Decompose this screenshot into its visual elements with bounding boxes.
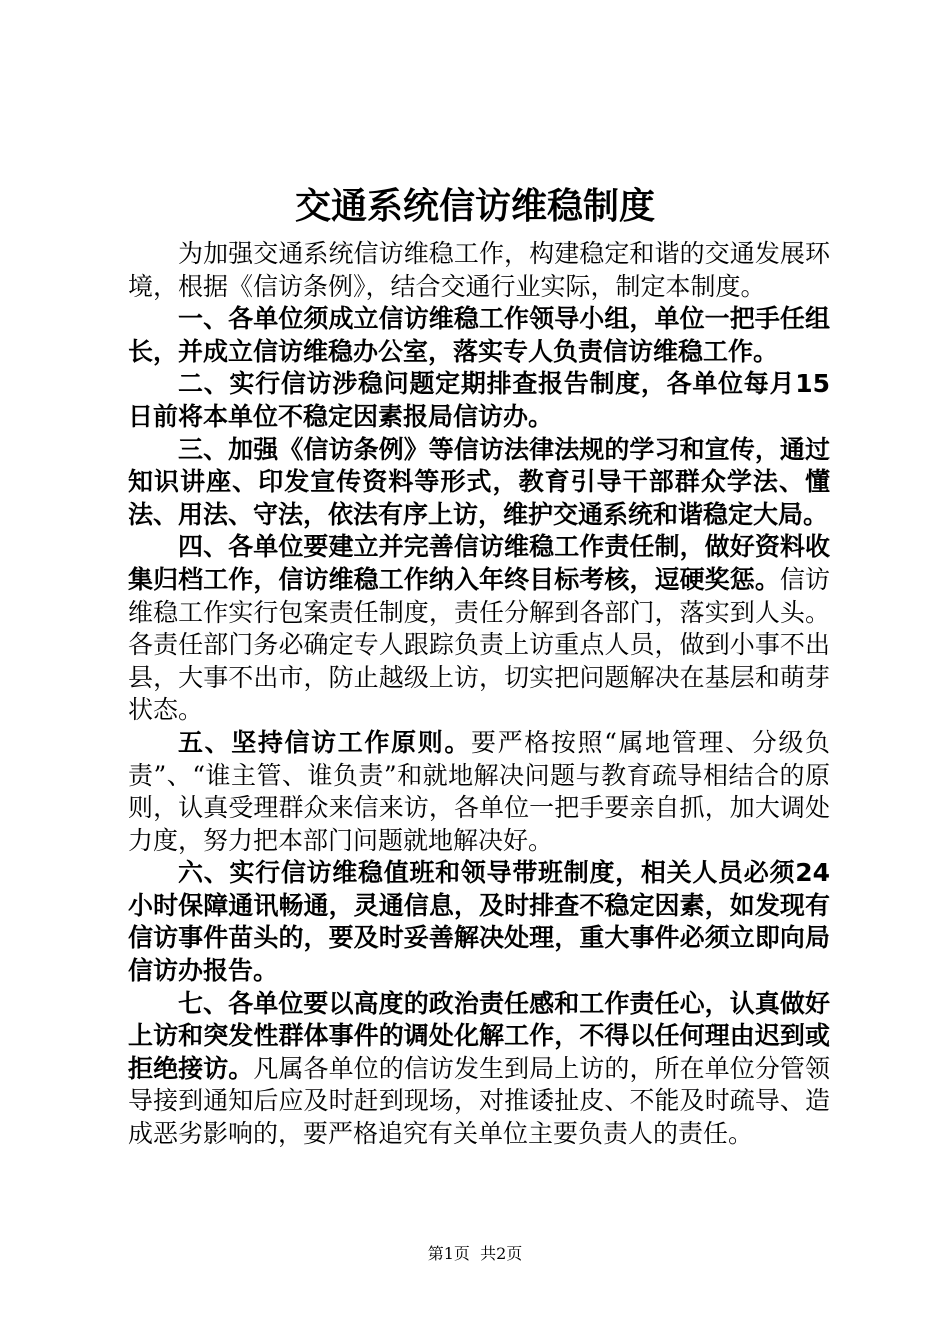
paragraph-article-6 — [128, 857, 830, 987]
paragraph-light-text: 信访维稳工作实行包案责任制度，责任分解到各部门，落实到人头。各责任部门务必确定专人跟踪负责上访重点人员，做到小事不出县，大事不出市，防止越级上访，切实把问题解决在基层和萌芽状态。 — [128, 564, 830, 725]
paragraph-article-5 — [128, 727, 830, 857]
document-body — [128, 238, 830, 1151]
page-number: 第1页 — [427, 1244, 470, 1263]
paragraph-light-text: 要严格按照“属地管理、分级负责”、“谁主管、谁负责”和就地解决问题与教育疏导相结合的原则，认真受理群众来信来访，各单位一把手要亲自抓，加大调处力度，努力把本部门问题就地解决好。 — [128, 727, 830, 855]
paragraph-bold-text: 三、加强《信访条例》等信访法律法规的学习和宣传，通过知识讲座、印发宣传资料等形式，教育引导干部群众学法、懂法、用法、守法，依法有序上访，维护交通系统和谐稳定大局。 — [128, 434, 830, 529]
page-footer — [0, 1243, 950, 1265]
paragraph-light-text: 为加强交通系统信访维稳工作，构建稳定和谐的交通发展环境，根据《信访条例》，结合交通行业实际，制定本制度。 — [128, 239, 830, 301]
paragraph-article-2 — [128, 368, 830, 433]
paragraph-bold-text: 一、各单位须成立信访维稳工作领导小组，单位一把手任组长，并成立信访维稳办公室，落实专人负责信访维稳工作。 — [128, 304, 830, 366]
paragraph-article-3 — [128, 434, 830, 532]
paragraph-bold-text: 四、各单位要建立并完善信访维稳工作责任制，做好资料收集归档工作，信访维稳工作纳入年终目标考核，逗硬奖惩。 — [128, 532, 830, 594]
page-total: 共2页 — [480, 1244, 523, 1263]
paragraph-bold-text: 七、各单位要以高度的政治责任感和工作责任心，认真做好上访和突发性群体事件的调处化解工作，不得以任何理由迟到或拒绝接访。 — [128, 988, 830, 1083]
paragraph-bold-text: 六、实行信访维稳值班和领导带班制度，相关人员必须24小时保障通讯畅通，灵通信息，及时排查不稳定因素，如发现有信访事件苗头的，要及时妥善解决处理，重大事件必须立即向局信访办报告。 — [128, 858, 830, 986]
paragraph-article-4 — [128, 531, 830, 727]
footer-spacer — [470, 1244, 480, 1263]
paragraph-bold-text: 二、实行信访涉稳问题定期排查报告制度，各单位每月15日前将本单位不稳定因素报局信访办。 — [128, 369, 830, 431]
paragraph-bold-text: 五、坚持信访工作原则。 — [178, 727, 471, 757]
paragraph-light-text: 凡属各单位的信访发生到局上访的，所在单位分管领导接到通知后应及时赶到现场，对推诿扯皮、不能及时疏导、造成恶劣影响的，要严格追究有关单位主要负责人的责任。 — [128, 1053, 830, 1149]
paragraph-intro — [128, 238, 830, 303]
paragraph-article-1 — [128, 303, 830, 368]
document-title: 交通系统信访维稳制度 — [294, 185, 655, 227]
paragraph-article-7 — [128, 988, 830, 1151]
